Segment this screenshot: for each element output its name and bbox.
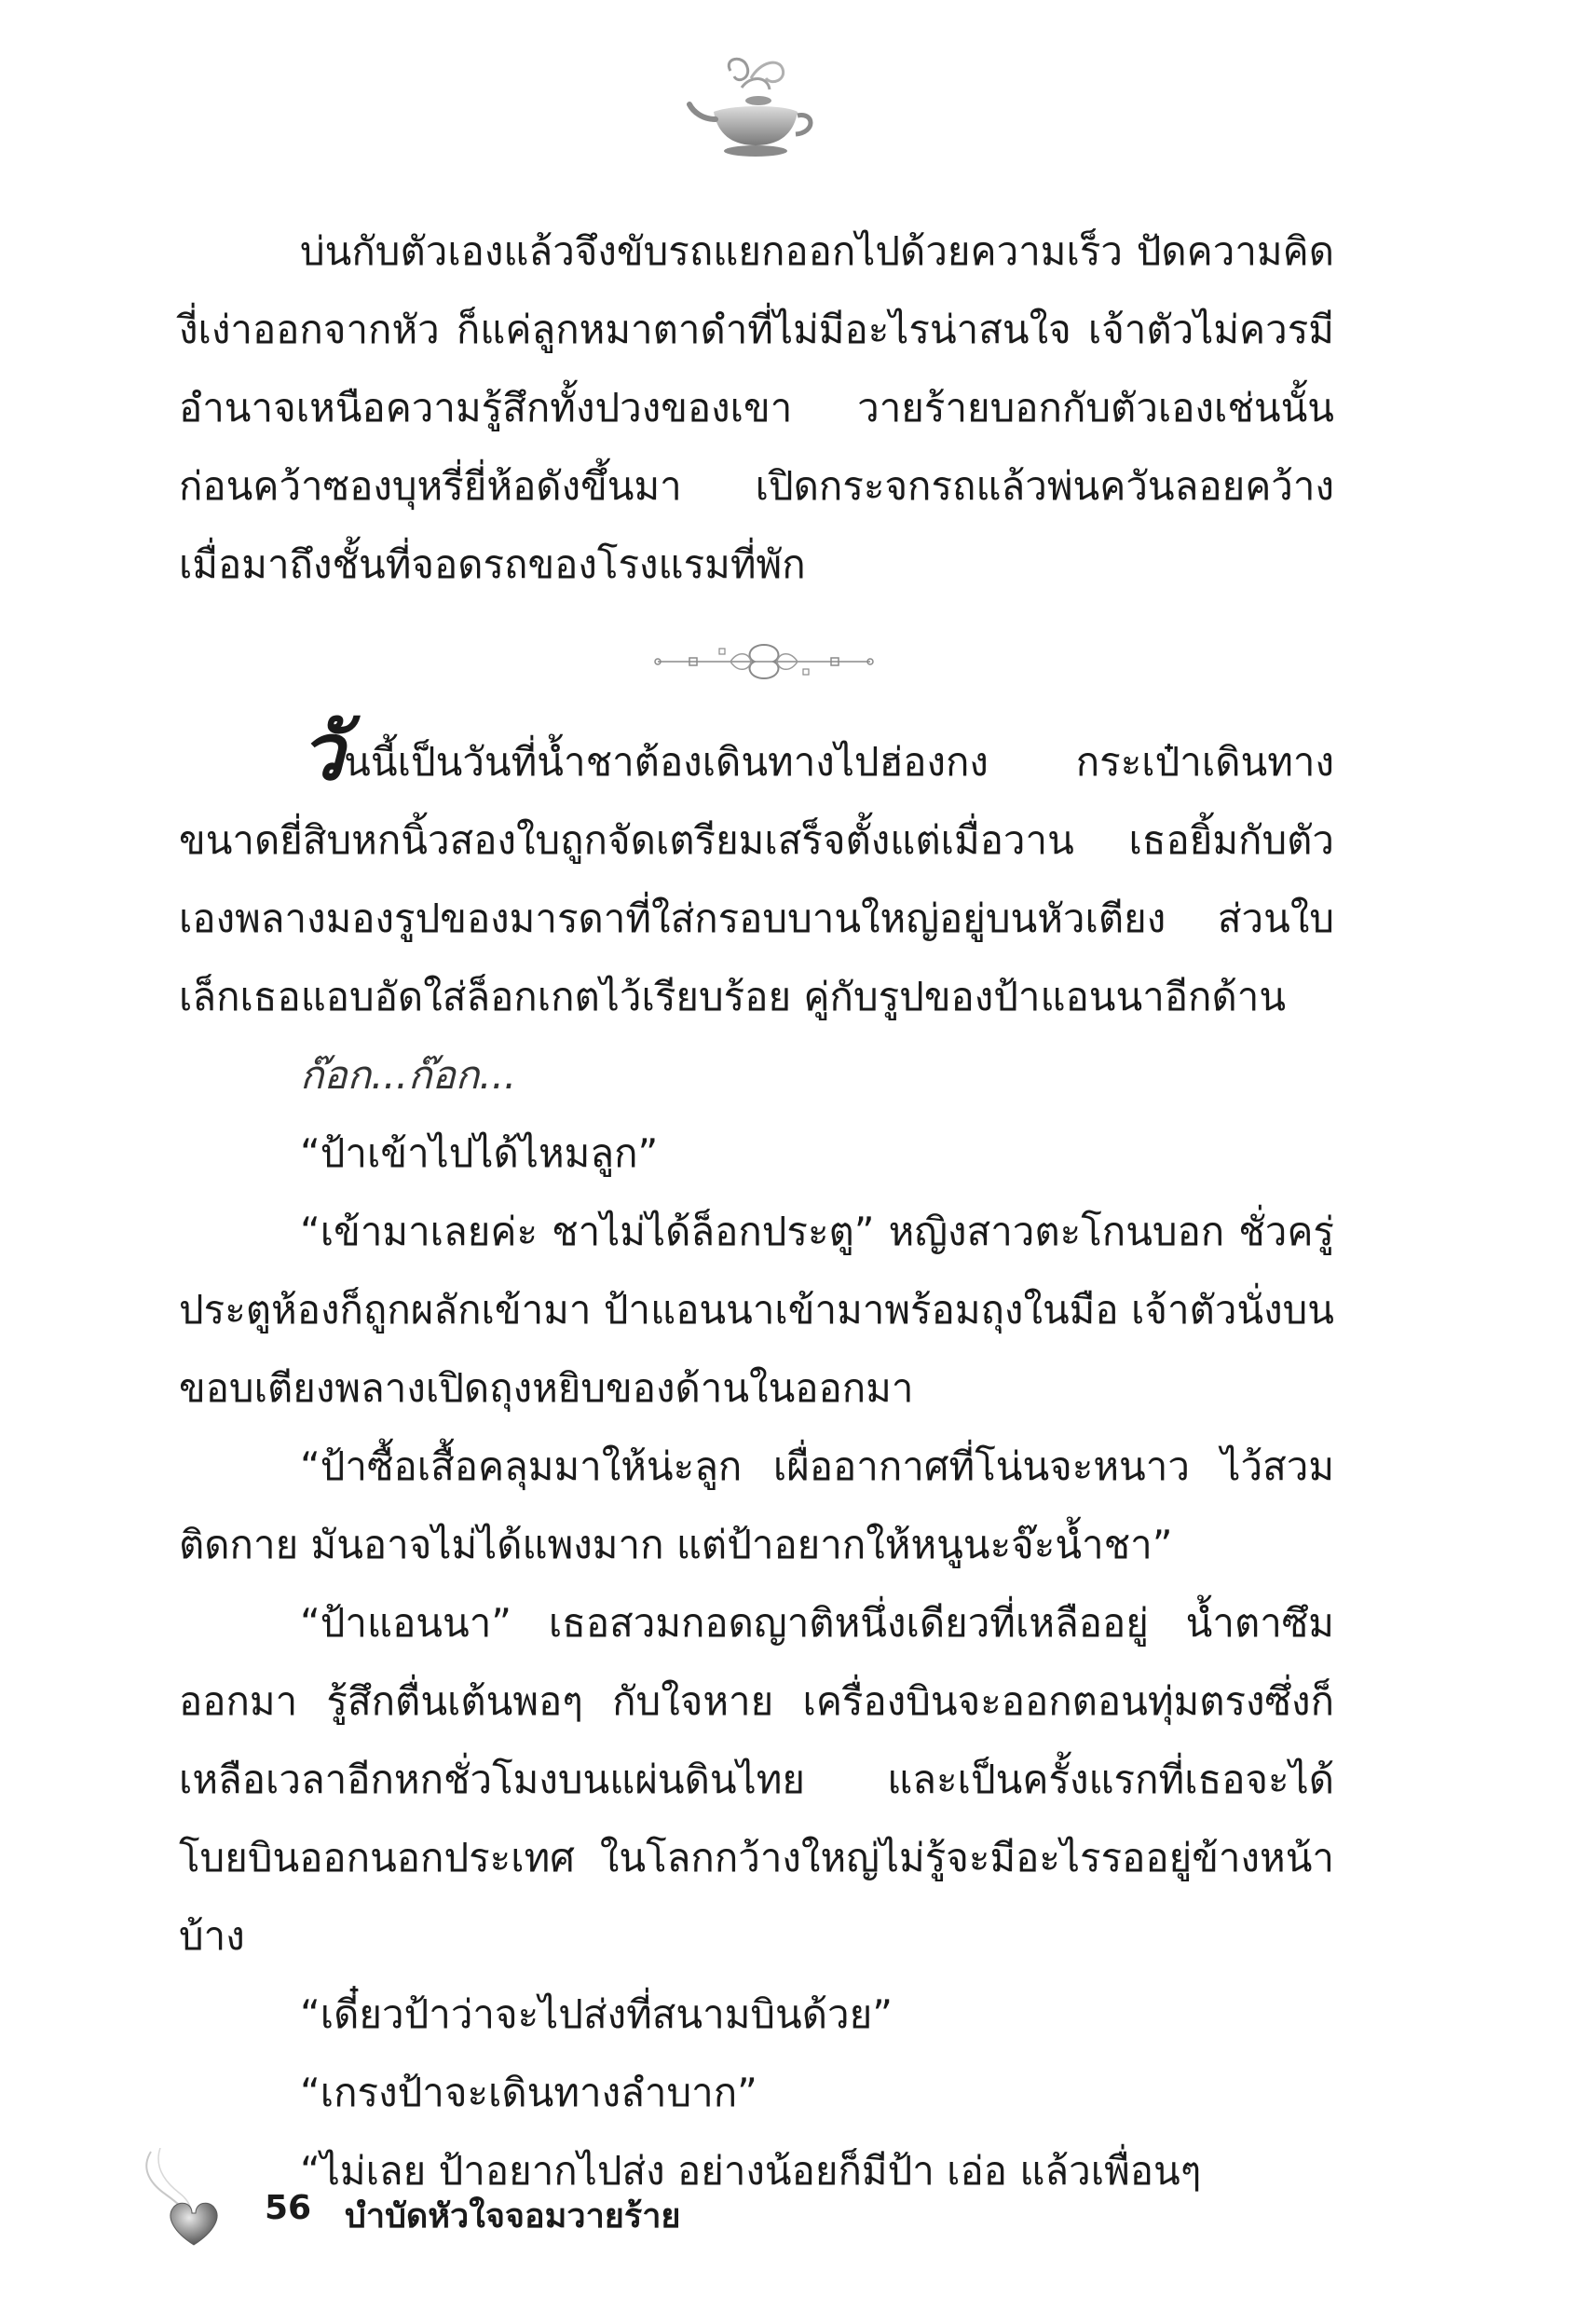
page-number: 56: [265, 2189, 312, 2227]
paragraph: “ป้าแอนนา” เธอสวมกอดญาติหนึ่งเดียวที่เหลืออยู่ น้ำตาซึมออกมา รู้สึกตื่นเต้นพอๆ กับใจหาย เครื่องบินจะออกตอนทุ่มตรงซึ่งก็เหลือเวลาอีกหกชั่วโมงบนแผ่นดินไทย และเป็นครั้งแรกที่เธอจะได้โบยบินออกนอกประเทศ ในโลกกว้างใหญ่ไม่รู้จะมีอะไรรออยู่ข้างหน้าบ้าง: [179, 1600, 1334, 1959]
drop-cap: วั: [300, 706, 345, 798]
text-block-top: [179, 212, 1334, 604]
paragraph-continuation: บ่นกับตัวเองแล้วจึงขับรถแยกออกไปด้วยความเร็ว ปัดความคิดงี่เง่าออกจากหัว ก็แค่ลูกหมาตาดำที่ไม่มีอะไรน่าสนใจ เจ้าตัวไม่ควรมีอำนาจเหนือความรู้สึกทั้งปวงของเขา วายร้ายบอกกับตัวเองเช่นนั้นก่อนคว้าซองบุหรี่ยี่ห้อดังขึ้นมา เปิดกระจกรถแล้วพ่นควันลอยคว้างเมื่อมาถึงชั้นที่จอดรถของโรงแรมที่พัก: [179, 228, 1334, 587]
teapot-ornament-icon: [686, 54, 825, 166]
paragraph: “ป้าเข้าไปได้ไหมลูก”: [300, 1130, 659, 1176]
page-footer: [138, 2148, 790, 2250]
book-title: บำบัดหัวใจจอมวายร้าย: [345, 2197, 681, 2236]
heart-ornament-icon: [138, 2148, 240, 2250]
text-block-main: [179, 706, 1334, 2210]
flourish-divider-icon: [652, 634, 876, 690]
paragraph: “เกรงป้าจะเดินทางลำบาก”: [300, 2070, 757, 2115]
paragraph: “ป้าซื้อเสื้อคลุมมาให้น่ะลูก เผื่ออากาศที่โน่นจะหนาว ไว้สวมติดกาย มันอาจไม่ได้แพงมาก แต่ป้าอยากให้หนูนะจ๊ะน้ำชา”: [179, 1443, 1334, 1567]
opening-text: นนี้เป็นวันที่น้ำชาต้องเดินทางไปฮ่องกง กระเป๋าเดินทางขนาดยี่สิบหกนิ้วสองใบถูกจัดเตรียมเสร็จตั้งแต่เมื่อวาน เธอยิ้มกับตัวเองพลางมองรูปของมารดาที่ใส่กรอบบานใหญ่อยู่บนหัวเตียง ส่วนใบเล็กเธอแอบอัดใส่ล็อกเกตไว้เรียบร้อย คู่กับรูปของป้าแอนนาอีกด้าน: [179, 739, 1334, 1019]
paragraph: “ไม่เลย ป้าอยากไปส่ง อย่างน้อยก็มีป้า เอ่อ แล้วเพื่อนๆ: [300, 2148, 1202, 2194]
paragraph: “เข้ามาเลยค่ะ ชาไม่ได้ล็อกประตู” หญิงสาวตะโกนบอก ชั่วครู่ประตูห้องก็ถูกผลักเข้ามา ป้าแอนนาเข้ามาพร้อมถุงในมือ เจ้าตัวนั่งบนขอบเตียงพลางเปิดถุงหยิบของด้านในออกมา: [179, 1209, 1334, 1411]
paragraph-opening: [179, 706, 1334, 1036]
paragraph: “เดี๋ยวป้าว่าจะไปส่งที่สนามบินด้วย”: [300, 1991, 893, 2037]
paragraph-knock: ก๊อก...ก๊อก...: [300, 1052, 517, 1098]
